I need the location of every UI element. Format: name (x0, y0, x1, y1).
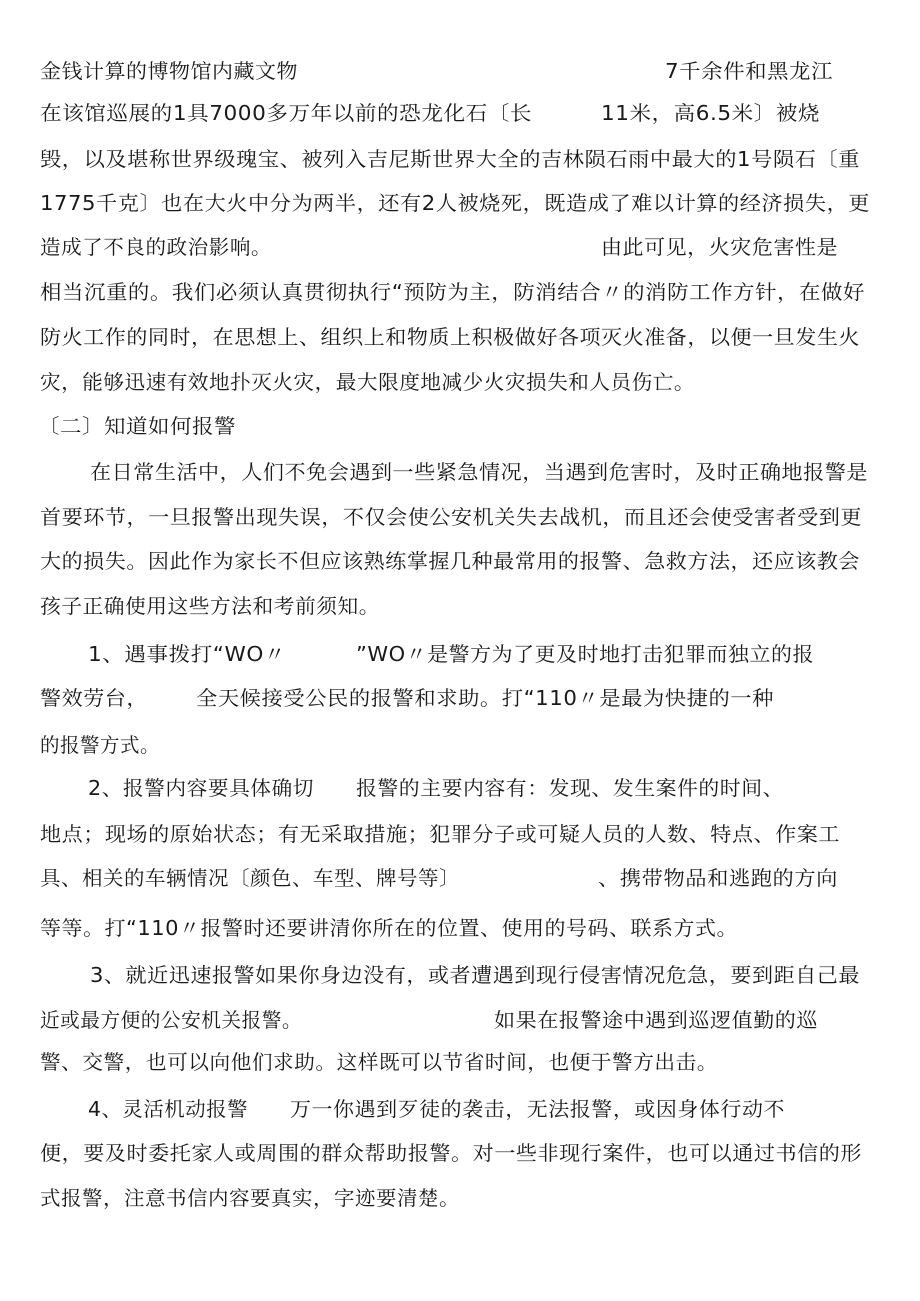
text-segment: 孩子正确使用这些方法和考前须知。 (40, 594, 380, 618)
text-segment: 毁，以及堪称世界级瑰宝、被列入吉尼斯世界大全的吉林陨石雨中最大的1号陨石〔重 (40, 147, 860, 171)
text-segment: 等等。打“110〃报警时还要讲清你所在的位置、使用的号码、联系方式。 (40, 916, 738, 940)
text-segment: 11米，高6.5米〕被烧 (601, 101, 820, 125)
text-segment: 在日常生活中，人们不免会遇到一些紧急情况，当遇到危害时，及时正确地报警是 (90, 460, 868, 484)
text-segment: 警效劳台， (40, 686, 148, 710)
text-segment: 式报警，注意书信内容要真实，字迹要清楚。 (40, 1186, 460, 1210)
text-segment: 防火工作的同时，在思想上、组织上和物质上积极做好各项灭火准备，以便一旦发生火 (40, 325, 860, 349)
text-segment: 、携带物品和逃跑的方向 (598, 866, 838, 890)
text-segment: 警、交警，也可以向他们求助。这样既可以节省时间，也便于警方出击。 (40, 1050, 718, 1074)
text-segment: 2、报警内容要具体确切 (88, 776, 314, 800)
text-segment: 相当沉重的。我们必须认真贯彻执行“预防为主，防消结合〃的消防工作方针，在做好 (40, 280, 865, 304)
text-segment: ”WO〃是警方为了更及时地打击犯罪而独立的报 (356, 642, 814, 666)
text-segment: 4、灵活机动报警 (88, 1097, 248, 1121)
text-segment: 金钱计算的博物馆内藏文物 (40, 59, 298, 83)
text-segment: 造成了不良的政治影响。 (40, 235, 272, 259)
text-segment: 的报警方式。 (40, 733, 160, 757)
text-segment: 由此可见，火灾危害性是 (601, 235, 838, 259)
text-segment: 具、相关的车辆情况〔颜色、车型、牌号等〕 (40, 866, 460, 890)
text-segment: 大的损失。因此作为家长不但应该熟练掌握几种最常用的报警、急救方法，还应该教会 (40, 549, 860, 573)
text-segment: 全天候接受公民的报警和求助。打“110〃是最为快捷的一种 (196, 686, 774, 710)
text-segment: 1、遇事拨打“WO〃 (88, 642, 286, 666)
text-segment: 〔二〕知道如何报警 (38, 414, 237, 438)
text-segment: 便，要及时委托家人或周围的群众帮助报警。对一些非现行案件，也可以通过书信的形 (40, 1141, 863, 1165)
text-segment: 万一你遇到歹徒的袭击，无法报警，或因身体行动不 (290, 1097, 785, 1121)
text-segment: 在该馆巡展的1具7000多万年以前的恐龙化石〔长 (40, 101, 532, 125)
text-segment: 地点；现场的原始状态；有无采取措施；犯罪分子或可疑人员的人数、特点、作案工 (40, 822, 840, 846)
text-segment: 首要环节，一旦报警出现失误，不仅会使公安机关失去战机，而且还会使受害者受到更 (40, 505, 863, 529)
text-segment: 灾，能够迅速有效地扑灭火灾，最大限度地减少火灾损失和人员伤亡。 (40, 370, 695, 394)
text-segment: 1775千克〕也在大火中分为两半，还有2人被烧死，既造成了难以计算的经济损失，更 (40, 191, 871, 215)
text-segment: 近或最方便的公安机关报警。 (40, 1008, 302, 1032)
text-segment: 3、就近迅速报警如果你身边没有，或者遭遇到现行侵害情况危急，要到距自己最 (90, 963, 860, 987)
text-segment: 如果在报警途中遇到巡逻值勤的巡 (494, 1008, 818, 1032)
text-segment: 报警的主要内容有：发现、发生案件的时间、 (356, 776, 784, 800)
text-segment: 7千余件和黑龙江 (665, 59, 833, 83)
